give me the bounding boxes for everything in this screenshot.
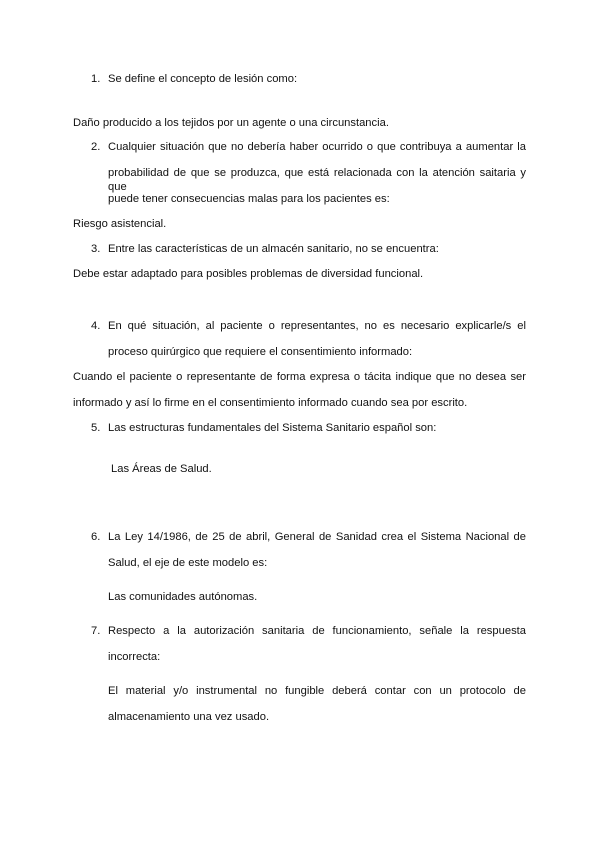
question-5-text: Las estructuras fundamentales del Sistema Sanitario español son: <box>108 422 437 434</box>
question-7-line-1: Respecto a la autorización sanitaria de funcionamiento, señale la respuesta <box>108 625 526 637</box>
question-2-line-3: puede tener consecuencias malas para los pacientes es: <box>108 193 390 205</box>
question-1-number: 1. <box>91 73 101 85</box>
answer-4-line-1: Cuando el paciente o representante de forma expresa o tácita indique que no desea ser <box>73 371 526 383</box>
question-6-line-1: La Ley 14/1986, de 25 de abril, General de Sanidad crea el Sistema Nacional de <box>108 531 526 543</box>
question-4-number: 4. <box>91 320 101 332</box>
answer-5-text: Las Áreas de Salud. <box>111 463 212 475</box>
question-3-text: Entre las características de un almacén sanitario, no se encuentra: <box>108 243 439 255</box>
question-2-line-2: probabilidad de que se produzca, que está relacionada con la atención saitaria y que <box>108 167 526 193</box>
question-4-line-2: proceso quirúrgico que requiere el consentimiento informado: <box>108 346 413 358</box>
question-6-number: 6. <box>91 531 101 543</box>
question-5-number: 5. <box>91 422 101 434</box>
question-2-line-1: Cualquier situación que no debería haber ocurrido o que contribuya a aumentar la <box>108 141 526 153</box>
question-4-line-1: En qué situación, al paciente o representantes, no es necesario explicarle/s el <box>108 320 526 332</box>
answer-3-text: Debe estar adaptado para posibles problemas de diversidad funcional. <box>73 268 424 280</box>
question-7-number: 7. <box>91 625 101 637</box>
answer-7-line-1: El material y/o instrumental no fungible deberá contar con un protocolo de <box>108 685 526 697</box>
answer-6-text: Las comunidades autónomas. <box>108 591 258 603</box>
question-7-line-2: incorrecta: <box>108 651 161 663</box>
question-2-number: 2. <box>91 141 101 153</box>
answer-1-text: Daño producido a los tejidos por un agente o una circunstancia. <box>73 117 389 129</box>
question-3-number: 3. <box>91 243 101 255</box>
answer-4-line-2: informado y así lo firme en el consentimiento informado cuando sea por escrito. <box>73 397 468 409</box>
answer-2-text: Riesgo asistencial. <box>73 218 167 230</box>
answer-7-line-2: almacenamiento una vez usado. <box>108 711 270 723</box>
question-1-text: Se define el concepto de lesión como: <box>108 73 298 85</box>
question-6-line-2: Salud, el eje de este modelo es: <box>108 557 268 569</box>
